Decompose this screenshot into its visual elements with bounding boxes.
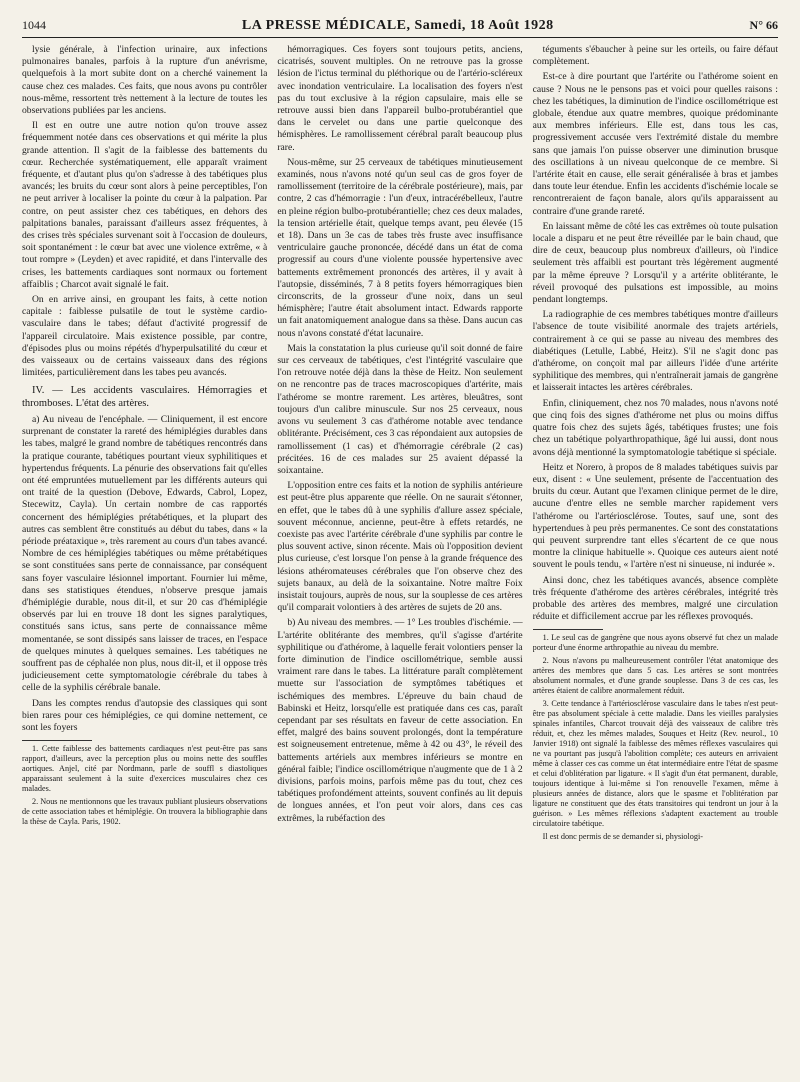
paragraph: Heitz et Norero, à propos de 8 malades tabétiques suivis par eux, disent : « Une seulement, présente de l'accentuation des bruits du cœur. Autant que l'examen clinique permet de le dire, aucune d'entre elles ne semble marcher rapidement vers l'athérome ou l'artériosclérose. Toutes, sauf une, sont des hypertendues à peu près permanentes. Ce sont des constatations qui peuvent surprendre tant elles s'écartent de ce que nous montre la clinique habituelle ». Quoique ces auteurs aient noté souvent le pouls tendu, « l'artère n'est ni sinueuse, ni indurée ». [532, 461, 778, 571]
paragraph: Ainsi donc, chez les tabétiques avancés, absence complète très fréquente d'athérome des artères cérébrales, intégrité très probable des artères des membres, malgré une circulation réduite et difficilement accrue par les réflexes provoqués. [532, 574, 778, 623]
paragraph: b) Au niveau des membres. — 1° Les troubles d'ischémie. — L'artérite oblitérante des membres, qu'il s'agisse d'artérite syphilitique ou d'athérome, à laquelle ferait volontiers penser la forte diminution de l'indice oscillométrique, semble aussi vraiment rare dans le tabes. La littérature paraît complètement muette sur l'association de symptômes tabétiques et ischémiques des membres. L'épreuve du bain chaud de Babinski et Heitz, lorsqu'elle est pratiquée dans ces cas, paraît cependant par ses résultats en faveur de cette association. En effet, malgré des bains souvent prolongés, dont la température est soigneusement entretenue, même à 42 ou 43°, le réveil des battements artériels aux membres inférieurs se montre en général faible; l'indice oscillométrique n'augmente que de 1 à 2 divisions, parfois moins, parfois même pas du tout, chez ces tabétiques profondément atteints, souvent confinés au lit depuis de longues années, et l'on peut voir alors, dans ces cas extrêmes, la rubéfaction des [277, 617, 523, 824]
paragraph: Dans les comptes rendus d'autopsie des classiques qui sont bien rares pour ces hémiplégies, ce qui domine nettement, ce sont les foyers [22, 697, 268, 733]
footnote: 1. Cette faiblesse des battements cardiaques n'est peut-être pas sans rapport, d'ailleurs, avec la perception plus ou moins nette des souffles aortiques. Anjel, cité par Nordmann, parle de souffl s diastoliques apparaissant seulement à la suite d'exercices musculaires chez ces malades. [22, 744, 268, 794]
paragraph: lysie générale, à l'infection urinaire, aux infections pulmonaires banales, parfois à la rupture d'un anévrisme, quelquefois à la mort subite dont on a cherché vainement la cause chez ces malades. Ces faits, que nous avons pu contrôler nous-même, ressortent très nettement à la lecture de toutes les observations publiées par les anciens. [22, 44, 268, 117]
paragraph: L'opposition entre ces faits et la notion de syphilis antérieure est peut-être plus apparente que réelle. On ne saurait s'étonner, en effet, que le tabes dû à une syphilis d'allure assez spéciale, souvent méconnue, ancienne, peut-être à effets retardés, ne coexiste pas avec l'artérite cérébrale d'une syphilis par contre le plus souvent active, sinon récente. Mais où l'opposition devient plus curieuse, c'est lorsque l'on pense à la grande fréquence des lésions athéromateuses cérébrales que l'on observe chez des sujets banaux, au delà de la soixantaine. Notre maître Foix insistait toujours, auprès de nous, sur la souplesse de ces artères qu'il comparait volontiers à des artères de sujets de 20 ans. [277, 480, 523, 614]
footnote: 3. Cette tendance à l'artériosclérose vasculaire dans le tabes n'est peut-être pas absolument spéciale à cette maladie. Dans les vieilles paralysies spinales infantiles, Charcot trouvait déjà des vaisseaux de calibre très réduit, et, chez les mêmes malades, Souques et Heitz (Rev. neurol., 10 Janvier 1918) ont signalé la faiblesse des mêmes réflexes vasculaires qui ne va pourtant pas jusqu'à l'abolition complète; ces auteurs en arrivaient même à classer ces cas comme un état intermédiaire entre l'état de spasme et celui d'oblitération par ligature. « Il s'agit d'un état permanent, durable, toujours identique à lui-même si l'on renouvelle l'examen, même à plusieurs années de distance, alors que le spasme et l'oblitération par ligature ne constituent que des états transitoires qui tendront un jour à la guérison. » Les mêmes réflexions s'adaptent exactement au trouble circulatoire tabétique. [532, 699, 778, 829]
journal-title: LA PRESSE MÉDICALE, Samedi, 18 Août 1928 [241, 18, 554, 33]
paragraph: Il est en outre une autre notion qu'on trouve assez fréquemment notée dans ces observations et qui mérite la plus grande attention. Il s'agit de la faiblesse des battements du cœur. Recherchée systématiquement, elle apparaît vraiment fréquente, et d'autant plus qu'on s'adresse à des tabétiques plus avancés; les bruits du cœur sont alors à peine perceptibles, l'on ne peut arriver à localiser la pointe du cœur à la palpation. Par contre, on peut assister chez ces tabétiques, en dehors des palpitations banales, paraissant d'ailleurs assez fréquentes, à des crises très spéciales survenant soit à l'occasion de douleurs, soit spontanément : le cœur bat avec une violence extrême, « à tout rompre » (Leyden) et avec rapidité, et dans l'intervalle des crises, les battements cardiaques sont normaux ou fortement affaiblis ; Charcot avait signalé le fait. [22, 120, 268, 290]
issue-number: N° 66 [749, 18, 778, 32]
footnote-separator [22, 740, 92, 741]
footnote: 2. Nous n'avons pu malheureusement contrôler l'état anatomique des artères des membres que dans 5 cas. Les artères se sont montrées absolument normales, et d'une grande souplesse. Dans 3 de ces cas, les artères étaient de calibre anormalement réduit. [532, 656, 778, 696]
footnote-separator [533, 629, 603, 630]
paragraph: Nous-même, sur 25 cerveaux de tabétiques minutieusement examinés, nous n'avons noté qu'un seul cas de gros foyer de ramollissement (territoire de la cérébrale postérieure), mais, par contre, 2 cas d'hémorragie : l'un d'eux, intracérébelleux, l'autre en pleine région bulbo-protubérantielle; chez ces deux malades, la tension artérielle était, quelque temps avant, peu élevée (15 et 18). Dans un 3e cas de tabes très fruste avec insuffisance ventriculaire gauche prononcée, décédé dans un état de coma progressif au cours d'une violente poussée hypertensive avec battements extrêmement prononcés des artères, il y avait à l'autopsie, disséminés, 7 à 8 petits foyers hémorragiques bien circonscrits, de la grosseur d'une noix, dans un seul hémisphère; l'autre était absolument intact. Edwards rapporte un fait anatomiquement analogue dans sa thèse. Dans aucun cas nous n'avons constaté d'état lacunaire. [277, 156, 523, 339]
paragraph: hémorragiques. Ces foyers sont toujours petits, anciens, cicatrisés, souvent multiples. On ne retrouve pas la grosse lésion de l'ictus terminal du pléthorique ou de l'artério-scléreux avec inondation ventriculaire. La localisation des foyers n'est pas du tout exclusive à la région capsulaire, mais elle se retrouve aussi bien dans l'appareil bulbo-protubérantiel que dans le cervelet ou dans une partie quelconque des hémisphères. Le ramollissement cérébral paraît beaucoup plus rare. [277, 44, 523, 153]
paragraph: La radiographie de ces membres tabétiques montre d'ailleurs l'absence de toute visibilité anormale des trajets artériels, contrairement à ce qui se passe au niveau des membres des diabétiques (Letulle, Labbé, Heitz). S'il ne s'agit donc pas d'athérome, on conçoit mal par ailleurs l'idée d'une artérite syphilitique des membres, qui n'entraînerait jamais de gangrène et laisserait intactes les artères cérébrales. [532, 309, 778, 394]
footnote: Il est donc permis de se demander si, physiologi- [542, 832, 703, 842]
paragraph: Mais la constatation la plus curieuse qu'il soit donné de faire sur ces cerveaux de tabétiques, c'est l'intégrité vasculaire que l'on retrouve notée déjà dans la thèse de Heitz. Non seulement on ne rencontre pas de traces macroscopiques d'artérite, mais l'athérome se montre rarement. Les artères, bleuâtres, sont toujours d'un calibre minuscule. Sur nos 25 cerveaux, nous avons vu seulement 3 cas d'athérome notable avec tendance oblitérante. Précisément, ces 3 cas répondaient aux autopsies de ramollissement (1 cas) et d'hémorragie cérébrale (2 cas) précitées. 16 de ces malades sur 25 avaient dépassé la soixantaine. [277, 342, 523, 476]
paragraph: a) Au niveau de l'encéphale. — Cliniquement, il est encore surprenant de constater la rareté des hémiplégies durables dans les tabes, malgré le grand nombre de tabétiques rencontrés dans la pratique courante, tabétiques pourtant vieux syphilitiques et hypertendus fréquents. La pénurie des observations fait qu'elles ont été empruntées mutuellement par les différents auteurs qui ont traité de la question (Debove, Edwards, Cabrol, Lopez, Stecewitz, Cayla). Un certain nombre de cas rapportés concernent des hémiplégies prétabétiques, et la plupart des autres cas semblent être constitués au début du tabes, dans « la période préataxique », très rarement au cours d'un tabes avancé. Nombre de ces hémiplégies tabétiques ou même prétabétiques se sont constituées sans perte de connaissance, par conséquent sans foyer vasculaire lésionnel important. Fournier lui même, dans ses statistiques étendues, n'observe presque jamais d'hémiplégie durable, nous dit-il, et sur 20 cas d'hémiplégie observés par lui en trouve 18 dont les signes paralytiques, constitués sans ictus, sans perte de connaissance même momentanée, se sont dissipés sans laisser de traces, en l'espace de quelques minutes à quelques semaines. Les tabétiques ne souffrent pas de céphalée non plus, nous dit-il, et il oppose très judicieusement cette symptomatologie cérébrale du tabes à celle de la syphilis cérébrale banale. [22, 413, 268, 694]
columns [22, 44, 778, 1069]
column-2 [277, 44, 522, 1069]
footnote: 1. Le seul cas de gangrène que nous ayons observé fut chez un malade porteur d'une énorme arthropathie au niveau du membre. [532, 633, 778, 653]
column-1 [22, 44, 267, 1069]
paragraph: On en arrive ainsi, en groupant les faits, à cette notion capitale : faiblesse pulsatile de tout le système cardio-vasculaire dans le tabes; défaut d'activité progressif de l'appareil circulatoire. Mais existence possible, par contre, d'épisodes plus ou moins répétés d'hyperpulsatilité du cœur et des vaisseaux ou de certains vaisseaux dans des régions limitées, particulièrement dans les tabes peu avancés. [22, 294, 268, 379]
paragraph: Est-ce à dire pourtant que l'artérite ou l'athérome soient en cause ? Nous ne le pensons pas et voici pour quelles raisons : chez les tabétiques, la diminution de l'indice oscillométrique est globale, étendue aux quatre membres, quoique prédominante aux membres inférieurs. Elle est, dans tous les cas, progressivement accusée vers l'extrémité distale du membre sans que jamais l'on puisse observer une diminution brusque des oscillations à un niveau quelconque de ce membre. Si l'artérite était en cause, elle serait généralisée à bras et jambes dans toute leur étendue. Enfin les accidents d'ischémie locale se rencontreraient de façon banale, alors qu'ils apparaissent au contraire d'une grande rareté. [532, 71, 778, 217]
paragraph: En laissant même de côté les cas extrêmes où toute pulsation locale a disparu et ne peut être réveillée par le bain chaud, que dire de ceux, beaucoup plus nombreux d'ailleurs, où l'indice seulement très affaibli est pourtant très légèrement augmenté par la même épreuve ? Lorsqu'il y a artérite oblitérante, le réveil provoqué des pulsations est impossible, au moins pendant longtemps. [532, 220, 778, 306]
column-3 [533, 44, 778, 1069]
paragraph: Enfin, cliniquement, chez nos 70 malades, nous n'avons noté que cinq fois des signes d'athérome net plus ou moins diffus quatre fois chez des sujets âgés, tabétiques frustes; une fois chez un tabétique polyarthropathique, âgé lui aussi, dont nous avons déjà mentionné la symptomatologie tabétique si spéciale. [532, 397, 778, 458]
footnote: 2. Nous ne mentionnons que les travaux publiant plusieurs observations de cette association tabes et hémiplégie. On trouvera la bibliographie dans la thèse de Cayla. Paris, 1902. [22, 797, 268, 827]
section-heading: IV. — Les accidents vasculaires. Hémorragies et thromboses. L'état des artères. [22, 385, 268, 409]
page-number: 1044 [22, 18, 46, 32]
paragraph: téguments s'ébaucher à peine sur les orteils, ou faire défaut complètement. [532, 44, 778, 68]
page-header [22, 18, 778, 38]
